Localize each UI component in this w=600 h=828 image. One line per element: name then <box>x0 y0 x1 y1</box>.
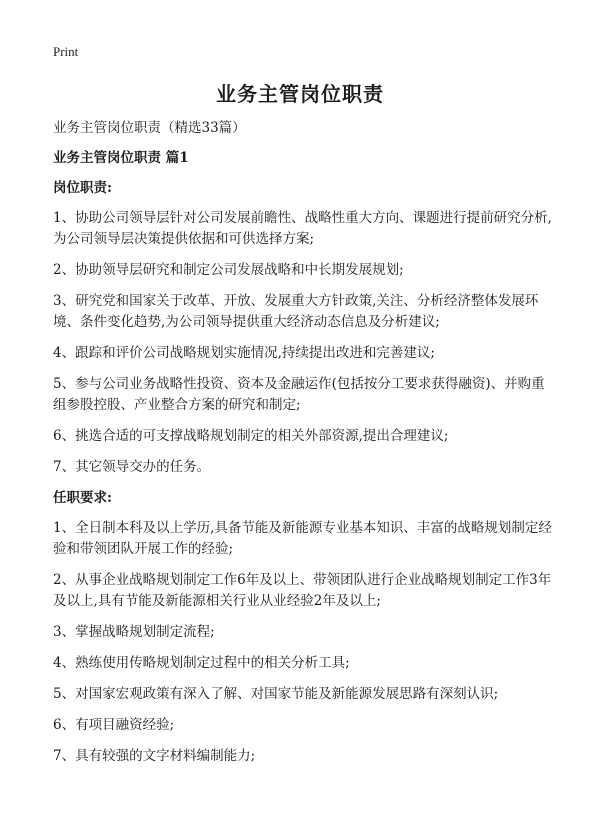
requirement-item: 5、对国家宏观政策有深入了解、对国家节能及新能源发展思路有深刻认识; <box>53 686 499 702</box>
requirement-item: 7、具有较强的文字材料编制能力; <box>53 748 256 764</box>
duty-item: 4、跟踪和评价公司战略规划实施情况,持续提出改进和完善建议; <box>53 345 435 361</box>
duties-heading: 岗位职责: <box>53 180 112 196</box>
duty-item: 3、研究党和国家关于改革、开放、发展重大方针政策,关注、分析经济整体发展环境、条件变化趋势,为公司领导提供重大经济动态信息及分析建议; <box>53 293 539 330</box>
duty-item: 2、协助领导层研究和制定公司发展战略和中长期发展规划; <box>53 262 404 278</box>
article-heading: 业务主管岗位职责 篇1 <box>53 150 189 166</box>
document-body <box>53 118 553 777</box>
duty-item: 5、参与公司业务战略性投资、资本及金融运作(包括按分工要求获得融资)、并购重组参股控股、产业整合方案的研究和制定; <box>53 376 545 413</box>
requirement-item: 1、全日制本科及以上学历,具备节能及新能源专业基本知识、丰富的战略规划制定经验和带领团队开展工作的经验; <box>53 520 552 557</box>
document-subtitle: 业务主管岗位职责（精选33篇） <box>53 120 246 136</box>
document-title: 业务主管岗位职责 <box>216 82 384 106</box>
duty-item: 6、挑选合适的可支撑战略规划制定的相关外部资源,提出合理建议; <box>53 428 449 444</box>
duty-item: 7、其它领导交办的任务。 <box>53 459 211 475</box>
requirement-item: 2、从事企业战略规划制定工作6年及以上、带领团队进行企业战略规划制定工作3年及以上,具有节能及新能源相关行业从业经验2年及以上; <box>53 572 552 609</box>
duty-item: 1、协助公司领导层针对公司发展前瞻性、战略性重大方向、课题进行提前研究分析,为公司领导层决策提供依据和可供选择方案; <box>53 210 552 247</box>
requirements-heading: 任职要求: <box>53 490 112 506</box>
requirement-item: 6、有项目融资经验; <box>53 717 175 733</box>
print-link[interactable]: Print <box>53 44 79 59</box>
requirement-item: 3、掌握战略规划制定流程; <box>53 624 215 640</box>
requirement-item: 4、熟练使用传略规划制定过程中的相关分析工具; <box>53 655 350 671</box>
